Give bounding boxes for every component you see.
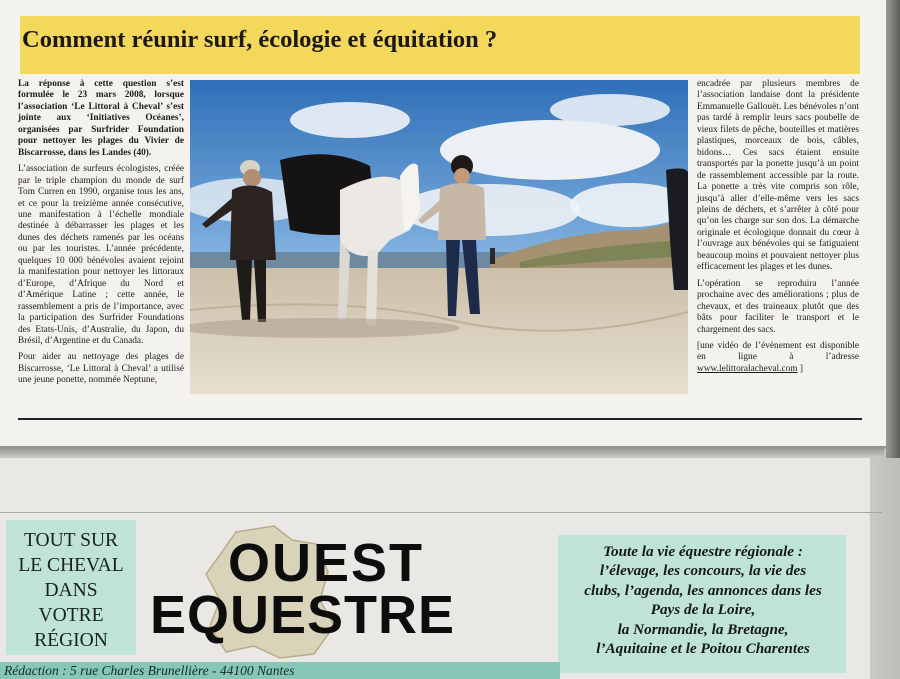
logo-equestre: EQUESTRE (150, 585, 456, 645)
article-column-left (18, 79, 184, 392)
video-note (697, 341, 859, 375)
video-note-close: ] (799, 363, 804, 374)
ad-left-text (6, 528, 136, 653)
ad-right-line-6: l’Aquitaine et le Poitou Charentes (596, 640, 810, 658)
ad-page-edge (870, 458, 900, 679)
article-paragraph-3: encadrée par plusieurs membres de l’association landaise dont la présidente Emmanuelle Gallouët. Les bénévoles n’ont pas tardé à remplir leurs sacs poubelle de vieux filets de pêche, bouteilles et matières plastiques, morceaux de bois, câbles, bidons… Ces sacs étaient ensuite transportés par la ponette jusqu’à un point de rassemblement accessible par la route. La ponette a très vite compris son rôle, jusqu’à aller d’elle-même vers les sacs pleins de déchets, et s’arrêter à côté pour qu’on les charge sur son dos. La démarche originale et écologique donnait du cœur à l’ouvrage aux bénévoles qui se fatiguaient beaucoup moins et pouvaient nettoyer plus efficacement les plages et les dunes. (697, 79, 859, 273)
logo-ouest: OUEST (228, 533, 425, 593)
ad-right-text (562, 542, 844, 658)
article-column-right (697, 79, 859, 380)
page-edge-shadow (886, 0, 900, 460)
video-note-text: [une vidéo de l’évènement est disponible en ligne à l’adresse (697, 340, 859, 363)
ad-right-line-5: la Normandie, la Bretagne, (617, 620, 789, 638)
article-paragraph-4: L’opération se reproduira l’année prochaine avec des améliorations ; plus de chevaux, et des traineaux plutôt que des bâts pour faciliter le transport et le chargement des sacs. (697, 278, 859, 335)
ad-right-line-3: clubs, l’agenda, les annonces dans les (584, 581, 822, 599)
beach-pony-photo (190, 80, 688, 394)
video-link[interactable]: www.lelittoralacheval.com (697, 363, 798, 374)
article-photo (190, 80, 688, 394)
ad-right-line-4: Pays de la Loire, (650, 601, 756, 619)
article-paragraph-2: Pour aider au nettoyage des plages de Biscarrosse, ‘Le Littoral à Cheval’ a utilisé une jeune ponette, nommée Neptune, (18, 352, 184, 386)
ad-page-divider (0, 512, 882, 513)
article-title: Comment réunir surf, écologie et équitation ? (22, 26, 498, 53)
ad-left-line-4: VOTRE (38, 605, 104, 626)
ad-left-line-2: LE CHEVAL (18, 555, 124, 576)
ad-right-line-2: l’élevage, les concours, la vie des (599, 562, 807, 580)
article-paragraph-1: L’association de surfeurs écologistes, créée par le triple champion du monde de surf Tom Curren en 1990, organise tous les ans, et ce pour la treizième année consécutive, une manifestation à l’échelle mondiale destinée à débarrasser les plages et les dunes des déchets ramenés par les océans ou par les touristes. L’année précédente, quelques 10 000 bénévoles avaient rejoint la manifestation pour nettoyer les littoraux d’Europe, d’Afrique du Nord et d’Amérique Latine ; cette année, le rassemblement a pris de l’importance, avec la participation des Surfrider Foundations des Etats-Unis, d’Australie, du Japon, du Brésil, d’Argentine et du Canada. (18, 164, 184, 346)
ad-left-line-3: DANS (44, 580, 98, 601)
article-bottom-rule (18, 418, 862, 420)
ad-right-line-1: Toute la vie équestre régionale : (603, 543, 803, 560)
ad-left-line-1: TOUT SUR (23, 530, 119, 551)
ad-footer-address: Rédaction : 5 rue Charles Brunellière - 44100 Nantes (4, 663, 295, 678)
article-lead: La réponse à cette question s’est formulée le 23 mars 2008, lorsque l’association ‘Le Littoral à Cheval’ s’est jointe aux ‘Initiatives Océanes’, organisées par Surfrider Foundation pour nettoyer les plages du Vivier de Biscarrosse, dans les Landes (40). (18, 79, 184, 158)
ad-left-line-5: RÉGION (34, 630, 108, 651)
